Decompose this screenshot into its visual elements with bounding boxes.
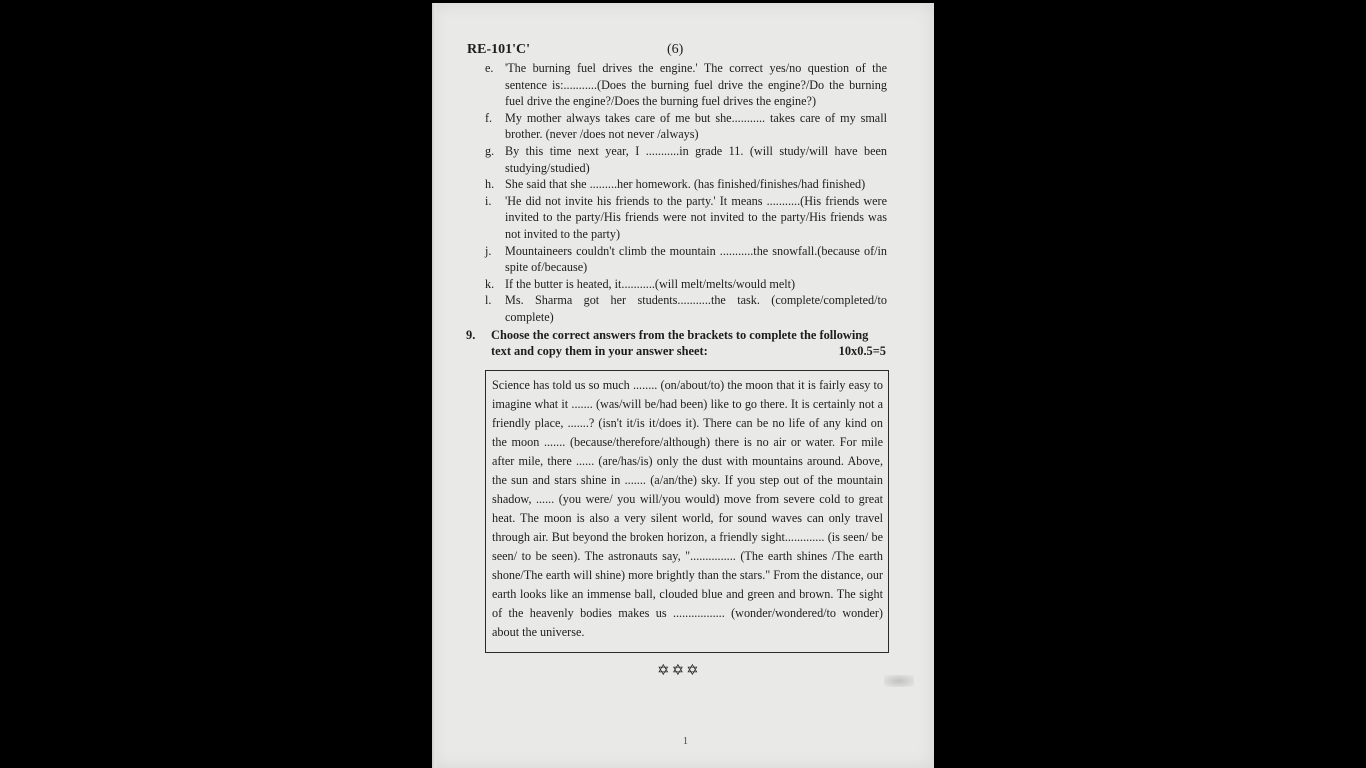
item-text: My mother always takes care of me but she........... takes care of my small brother. (never /does not never /always) [505,110,887,142]
paper-code: RE-101'C' [467,42,530,57]
list-item [485,60,887,110]
item-label: f. [485,110,493,125]
page-number: (6) [667,42,684,57]
item-text: Ms. Sharma got her students...........the task. (complete/completed/to complete) [505,293,887,324]
list-item [485,176,887,193]
end-of-paper-stars: ✡✡✡ [657,661,701,679]
list-item [485,243,887,276]
passage-text: Science has told us so much ........ (on/about/to) the moon that it is fairly easy to imagine what it ....... (was/will be/had been) like to go there. It is certainly not a friendly place, .......? (isn't it/is it/does it). There can be no life of any kind on the moon ....... (because/therefore/although) there is no air or water. For mile after mile, there ...... (are/has/is) only the dust with mountains around. Above, the sun and stars shine in ....... (a/an/the) sky. If you step out of the mountain shadow, ...... (you were/ you will/you would) move from severe cold to great heat. The moon is also a very silent world, for sound waves can only travel through air. But beyond the broken horizon, a friendly sight............. (is seen/ be seen/ to be seen). The astronauts say, "............... (The earth shines /The earth shone/The earth will shine) more brightly than the stars." From the distance, our earth looks like an immense ball, clouded blue and green and brown. The sight of the heavenly bodies makes us ................. (wonder/wondered/to wonder) about the universe. [492,378,883,639]
item-label: g. [485,143,495,158]
question-instruction-line-1: Choose the correct answers from the brackets to complete the following [491,328,869,342]
list-item [485,110,887,143]
item-label: j. [485,243,492,258]
page-edge-shadow [432,3,436,768]
question-number: 9. [466,328,476,342]
item-text: 'The burning fuel drives the engine.' The correct yes/no question of the sentence is:...........(Does the burning fuel drive the engine?/Do the burning fuel drive the engine?/Does the burning fuel drives the engine?) [505,61,887,109]
list-item [485,193,887,243]
question-9-heading [466,327,886,359]
scan-smudge [884,675,914,687]
item-label: l. [485,293,492,308]
item-text: By this time next year, I ...........in grade 11. (will study/will have been studying/studied) [505,143,887,175]
item-text: If the butter is heated, it...........(will melt/melts/would melt) [505,276,796,291]
passage-box [485,370,889,653]
scanned-page [432,3,934,768]
list-item [485,276,887,293]
question-marks: 10x0.5=5 [838,344,886,358]
item-text: She said that she .........her homework. (has finished/finishes/had finished) [505,177,866,192]
list-item [485,143,887,176]
question-instruction-line-2: text and copy them in your answer sheet: [491,344,708,358]
item-text: Mountaineers couldn't climb the mountain ...........the snowfall.(because of/in spite of/because) [505,243,887,275]
item-text: 'He did not invite his friends to the party.' It means ...........(His friends were invited to the party/His friends were not invited to the party/His friends was not invited to the party) [505,193,887,241]
list-item [485,292,887,325]
item-label: k. [485,276,495,291]
page-header [467,42,887,60]
item-label: h. [485,177,495,192]
item-label: i. [485,193,492,208]
question-8-items [485,60,887,326]
item-label: e. [485,61,494,75]
footer-mark: 1 [683,736,688,747]
